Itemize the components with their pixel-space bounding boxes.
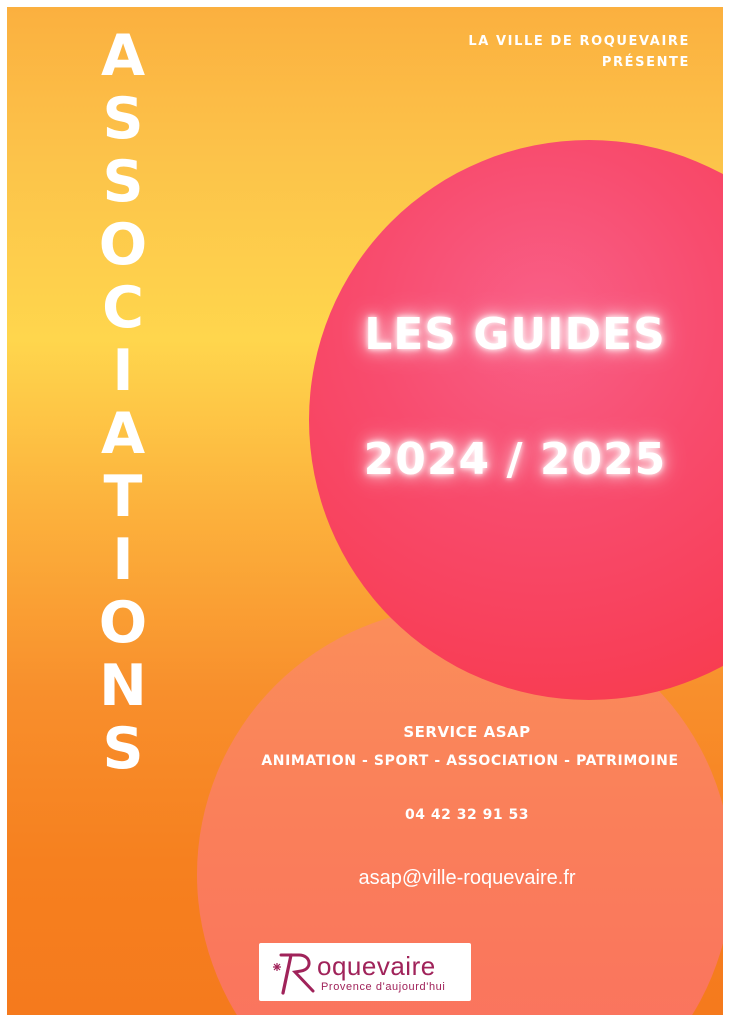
title-letter: O xyxy=(98,212,148,278)
title-letter: C xyxy=(102,275,144,341)
title-letter: S xyxy=(102,86,144,152)
roquevaire-logo xyxy=(259,943,471,1001)
service-name: SERVICE ASAP xyxy=(403,723,531,741)
decorative-circle-top xyxy=(309,140,723,700)
phone-number: 04 42 32 91 53 xyxy=(405,807,529,823)
service-domains: ANIMATION - SPORT - ASSOCIATION - PATRIMOINE xyxy=(261,753,679,769)
roquevaire-logo-icon xyxy=(269,947,321,997)
title-letter: A xyxy=(100,401,146,467)
title-letter: S xyxy=(102,149,144,215)
title-letter: I xyxy=(112,527,134,593)
vertical-title xyxy=(89,25,157,781)
title-letter: O xyxy=(98,590,148,656)
guide-title: LES GUIDES xyxy=(364,309,666,360)
title-letter: S xyxy=(102,716,144,782)
email-link[interactable]: asap@ville-roquevaire.fr xyxy=(358,867,576,889)
presenter-line-1: LA VILLE DE ROQUEVAIRE xyxy=(468,34,690,49)
logo-name: oquevaire xyxy=(317,951,436,981)
presenter-line-2: PRÉSENTE xyxy=(601,55,690,70)
title-letter: I xyxy=(112,338,134,404)
presenter-text xyxy=(468,31,690,73)
title-letter: T xyxy=(103,464,143,530)
logo-tagline: Provence d'aujourd'hui xyxy=(321,981,446,993)
cover-page xyxy=(7,7,723,1015)
title-letter: A xyxy=(100,23,146,89)
title-letter: N xyxy=(99,653,147,719)
guide-years: 2024 / 2025 xyxy=(363,434,667,485)
